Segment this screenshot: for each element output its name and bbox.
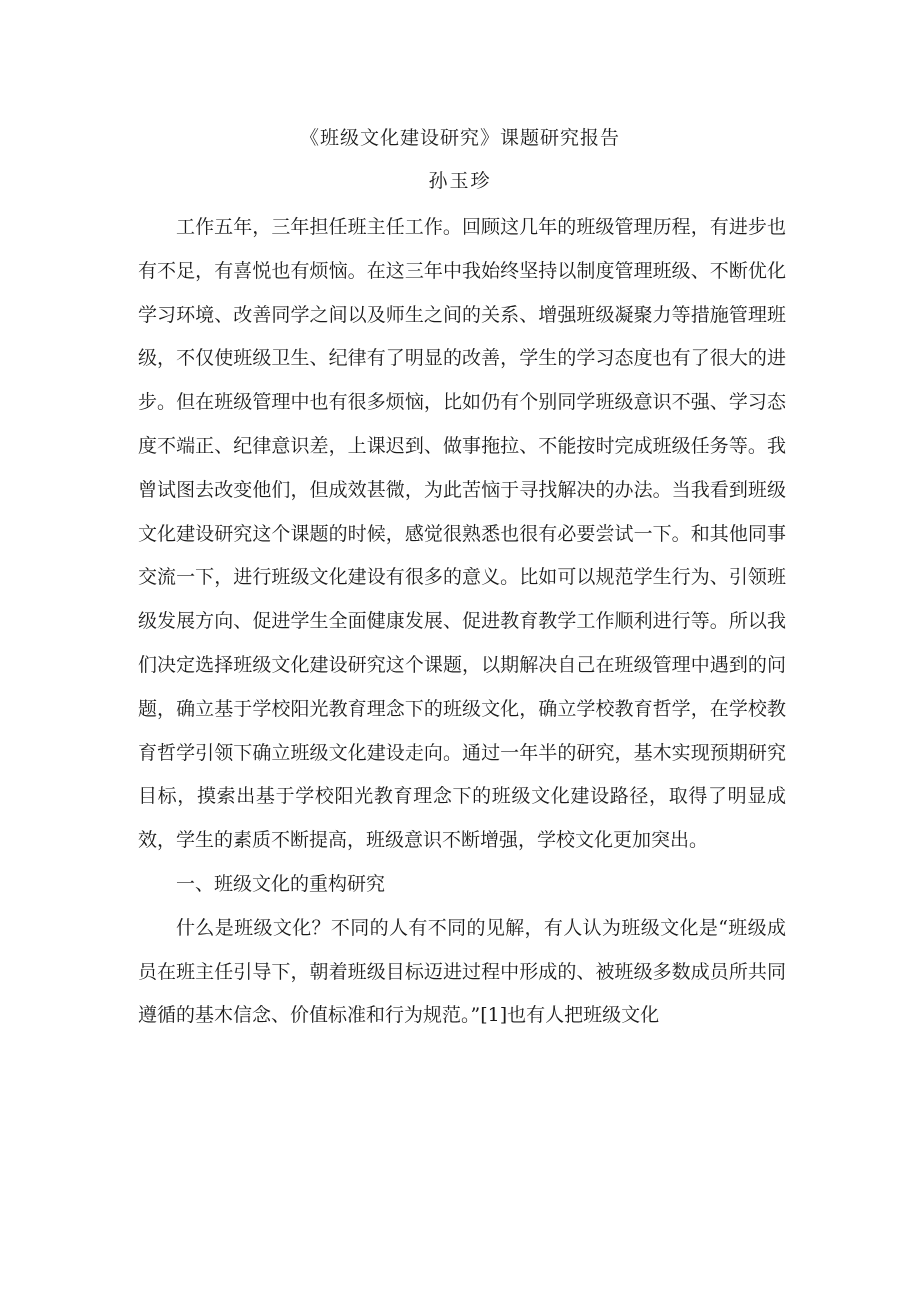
document-author: 孙玉珍 [428, 170, 492, 192]
section-heading: 一、班级文化的重构研究 [176, 872, 386, 895]
document-title: 《班级文化建设研究》课题研究报告 [299, 127, 620, 149]
paragraph-intro: 工作五年，三年担任班主任工作。回顾这几年的班级管理历程，有进步也有不足，有喜悦也有烦恼。在这三年中我始终坚持以制度管理班级、不断优化学习环境、改善同学之间以及师生之间的关系、增强班级凝聚力等措施管理班级，不仅使班级卫生、纪律有了明显的改善，学生的学习态度也有了很大的进步。但在班级管理中也有很多烦恼，比如仍有个别同学班级意识不强、学习态度不端正、纪律意识差，上课迟到、做事拖拉、不能按时完成班级任务等。我曾试图去改变他们，但成效甚微，为此苦恼于寻找解决的办法。当我看到班级文化建设研究这个课题的时候，感觉很熟悉也很有必要尝试一下。和其他同事交流一下，进行班级文化建设有很多的意义。比如可以规范学生行为、引领班级发展方向、促进学生全面健康发展、促进教育教学工作顺利进行等。所以我们决定选择班级文化建设研究这个课题，以期解决自己在班级管理中遇到的问题，确立基于学校阳光教育理念下的班级文化，确立学校教育哲学，在学校教育哲学引领下确立班级文化建设走向。通过一年半的研究，基木实现预期研究目标，摸索出基于学校阳光教育理念下的班级文化建设路径，取得了明显成效，学生的素质不断提高，班级意识不断增强，学校文化更加突出。 [138, 216, 786, 852]
document-body [138, 206, 786, 1038]
paragraph-definition: 什么是班级文化？不同的人有不同的见解，有人认为班级文化是“班级成员在班主任引导下，朝着班级目标迈进过程中形成的、被班级多数成员所共同遵循的基木信念、价值标准和行为规范。”[1]也有人把班级文化 [138, 916, 786, 1027]
